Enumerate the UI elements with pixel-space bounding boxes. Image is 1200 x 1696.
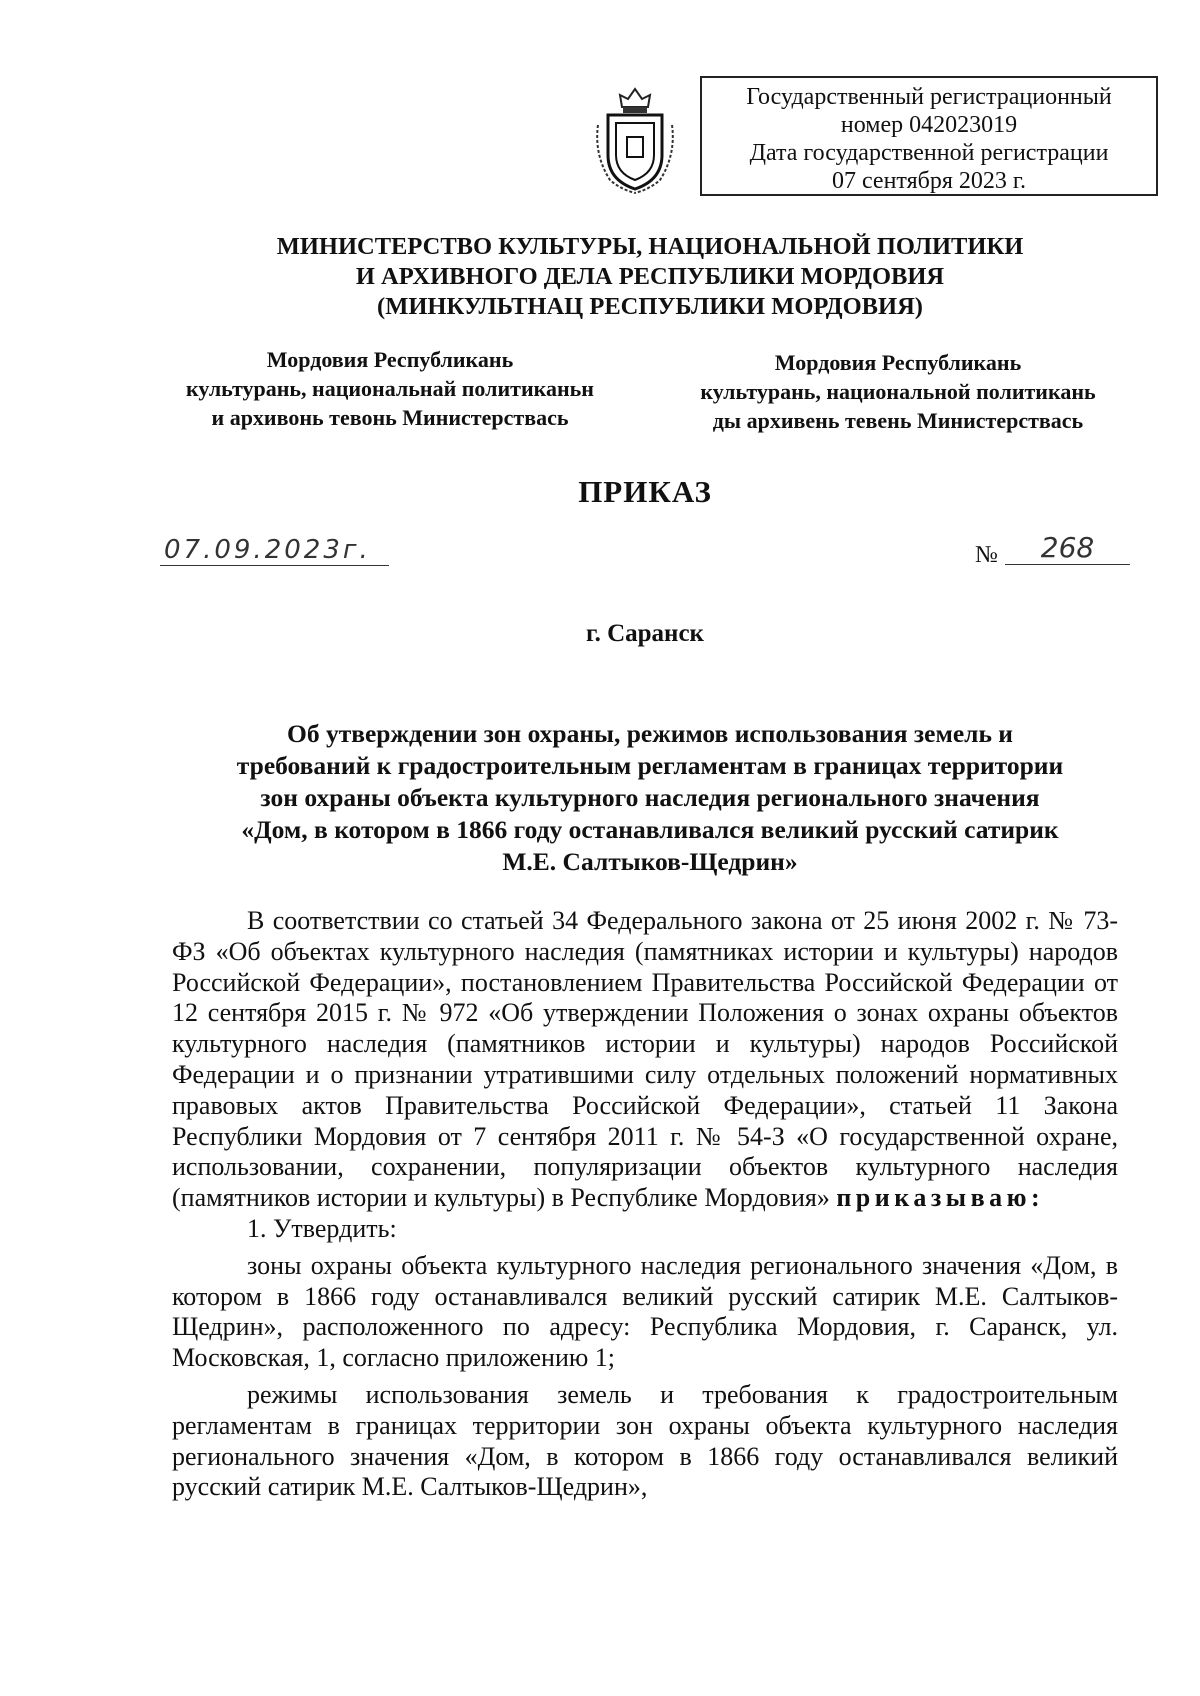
ministry-name-erzya [668, 348, 1128, 435]
registration-number: номер 042023019 [840, 112, 1018, 138]
body-paragraph-zones: зоны охраны объекта культурного наследия регионального значения «Дом, в котором в 1866 году останавливался великий русский сатирик М.Е. Салтыков-Щедрин», расположенного по адресу: Республика Мордовия, г. Саранск, ул. Московская, 1, согласно приложению 1; [172, 1250, 1118, 1373]
handwritten-number: 268 [1005, 532, 1130, 565]
title-line-4: «Дом, в котором в 1866 году останавливался великий русский сатирик [241, 815, 1059, 844]
registration-line-3: Дата государственной регистрации [749, 140, 1109, 166]
coat-of-arms-emblem [590, 85, 680, 195]
title-line-5: М.Е. Салтыков-Щедрин» [502, 847, 798, 876]
erzya-line-2: культурань, национальной политикань [700, 379, 1096, 404]
order-body [172, 906, 1118, 1503]
document-type-title: ПРИКАЗ [578, 474, 712, 509]
moksha-line-1: Мордовия Республикань [266, 347, 514, 372]
erzya-line-3: ды архивень тевень Министерствась [712, 408, 1084, 433]
body-paragraph-approve: 1. Утвердить: [247, 1213, 397, 1243]
erzya-line-1: Мордовия Республикань [774, 350, 1022, 375]
title-line-2: требований к градостроительным регламентам в границах территории [236, 751, 1064, 780]
ministry-name-moksha [170, 345, 610, 432]
city: г. Саранск [586, 620, 704, 647]
preamble-text: В соответствии со статьей 34 Федерального закона от 25 июня 2002 г. № 73-ФЗ «Об объектах культурного наследия (памятниках истории и культуры) народов Российской Федерации», постановлением Правительства Российской Федерации от 12 сентября 2015 г. № 972 «Об утверждении Положения о зонах охраны объектов культурного наследия (памятников истории и культуры) народов Российской Федерации и о признании утратившими силу отдельных положений нормативных правовых актов Правительства Российской Федерации», статьей 11 Закона Республики Мордовия от 7 сентября 2011 г. № 54-З «О государственной охране, использовании, сохранении, популяризации объектов культурного наследия (памятников истории и культуры) в Республике Мордовия» [172, 906, 1118, 1213]
title-line-3: зон охраны объекта культурного наследия регионального значения [260, 783, 1040, 812]
moksha-line-3: и архивонь тевонь Министерствась [211, 405, 569, 430]
order-keyword: приказываю: [836, 1183, 1045, 1213]
ministry-header [200, 232, 1100, 322]
moksha-line-2: культурань, национальнай политиканьн [186, 376, 594, 401]
body-paragraph-preamble [172, 906, 1118, 1214]
registration-box [700, 76, 1158, 196]
ministry-line-3: (МИНКУЛЬТНАЦ РЕСПУБЛИКИ МОРДОВИЯ) [377, 293, 923, 320]
order-title [190, 718, 1110, 878]
handwritten-date: 07.09.2023г. [160, 535, 389, 566]
title-line-1: Об утверждении зон охраны, режимов использования земель и [286, 719, 1013, 748]
ministry-line-1: МИНИСТЕРСТВО КУЛЬТУРЫ, НАЦИОНАЛЬНОЙ ПОЛИТИКИ [276, 233, 1024, 260]
registration-line-1: Государственный регистрационный [746, 84, 1112, 110]
number-label: № [975, 542, 998, 568]
registration-date: 07 сентября 2023 г. [831, 168, 1027, 194]
body-paragraph-regimes: режимы использования земель и требования к градостроительным регламентам в границах территории зон охраны объекта культурного наследия регионального значения «Дом, в котором в 1866 году останавливался великий русский сатирик М.Е. Салтыков-Щедрин», [172, 1379, 1118, 1502]
ministry-line-2: И АРХИВНОГО ДЕЛА РЕСПУБЛИКИ МОРДОВИЯ [355, 263, 945, 290]
